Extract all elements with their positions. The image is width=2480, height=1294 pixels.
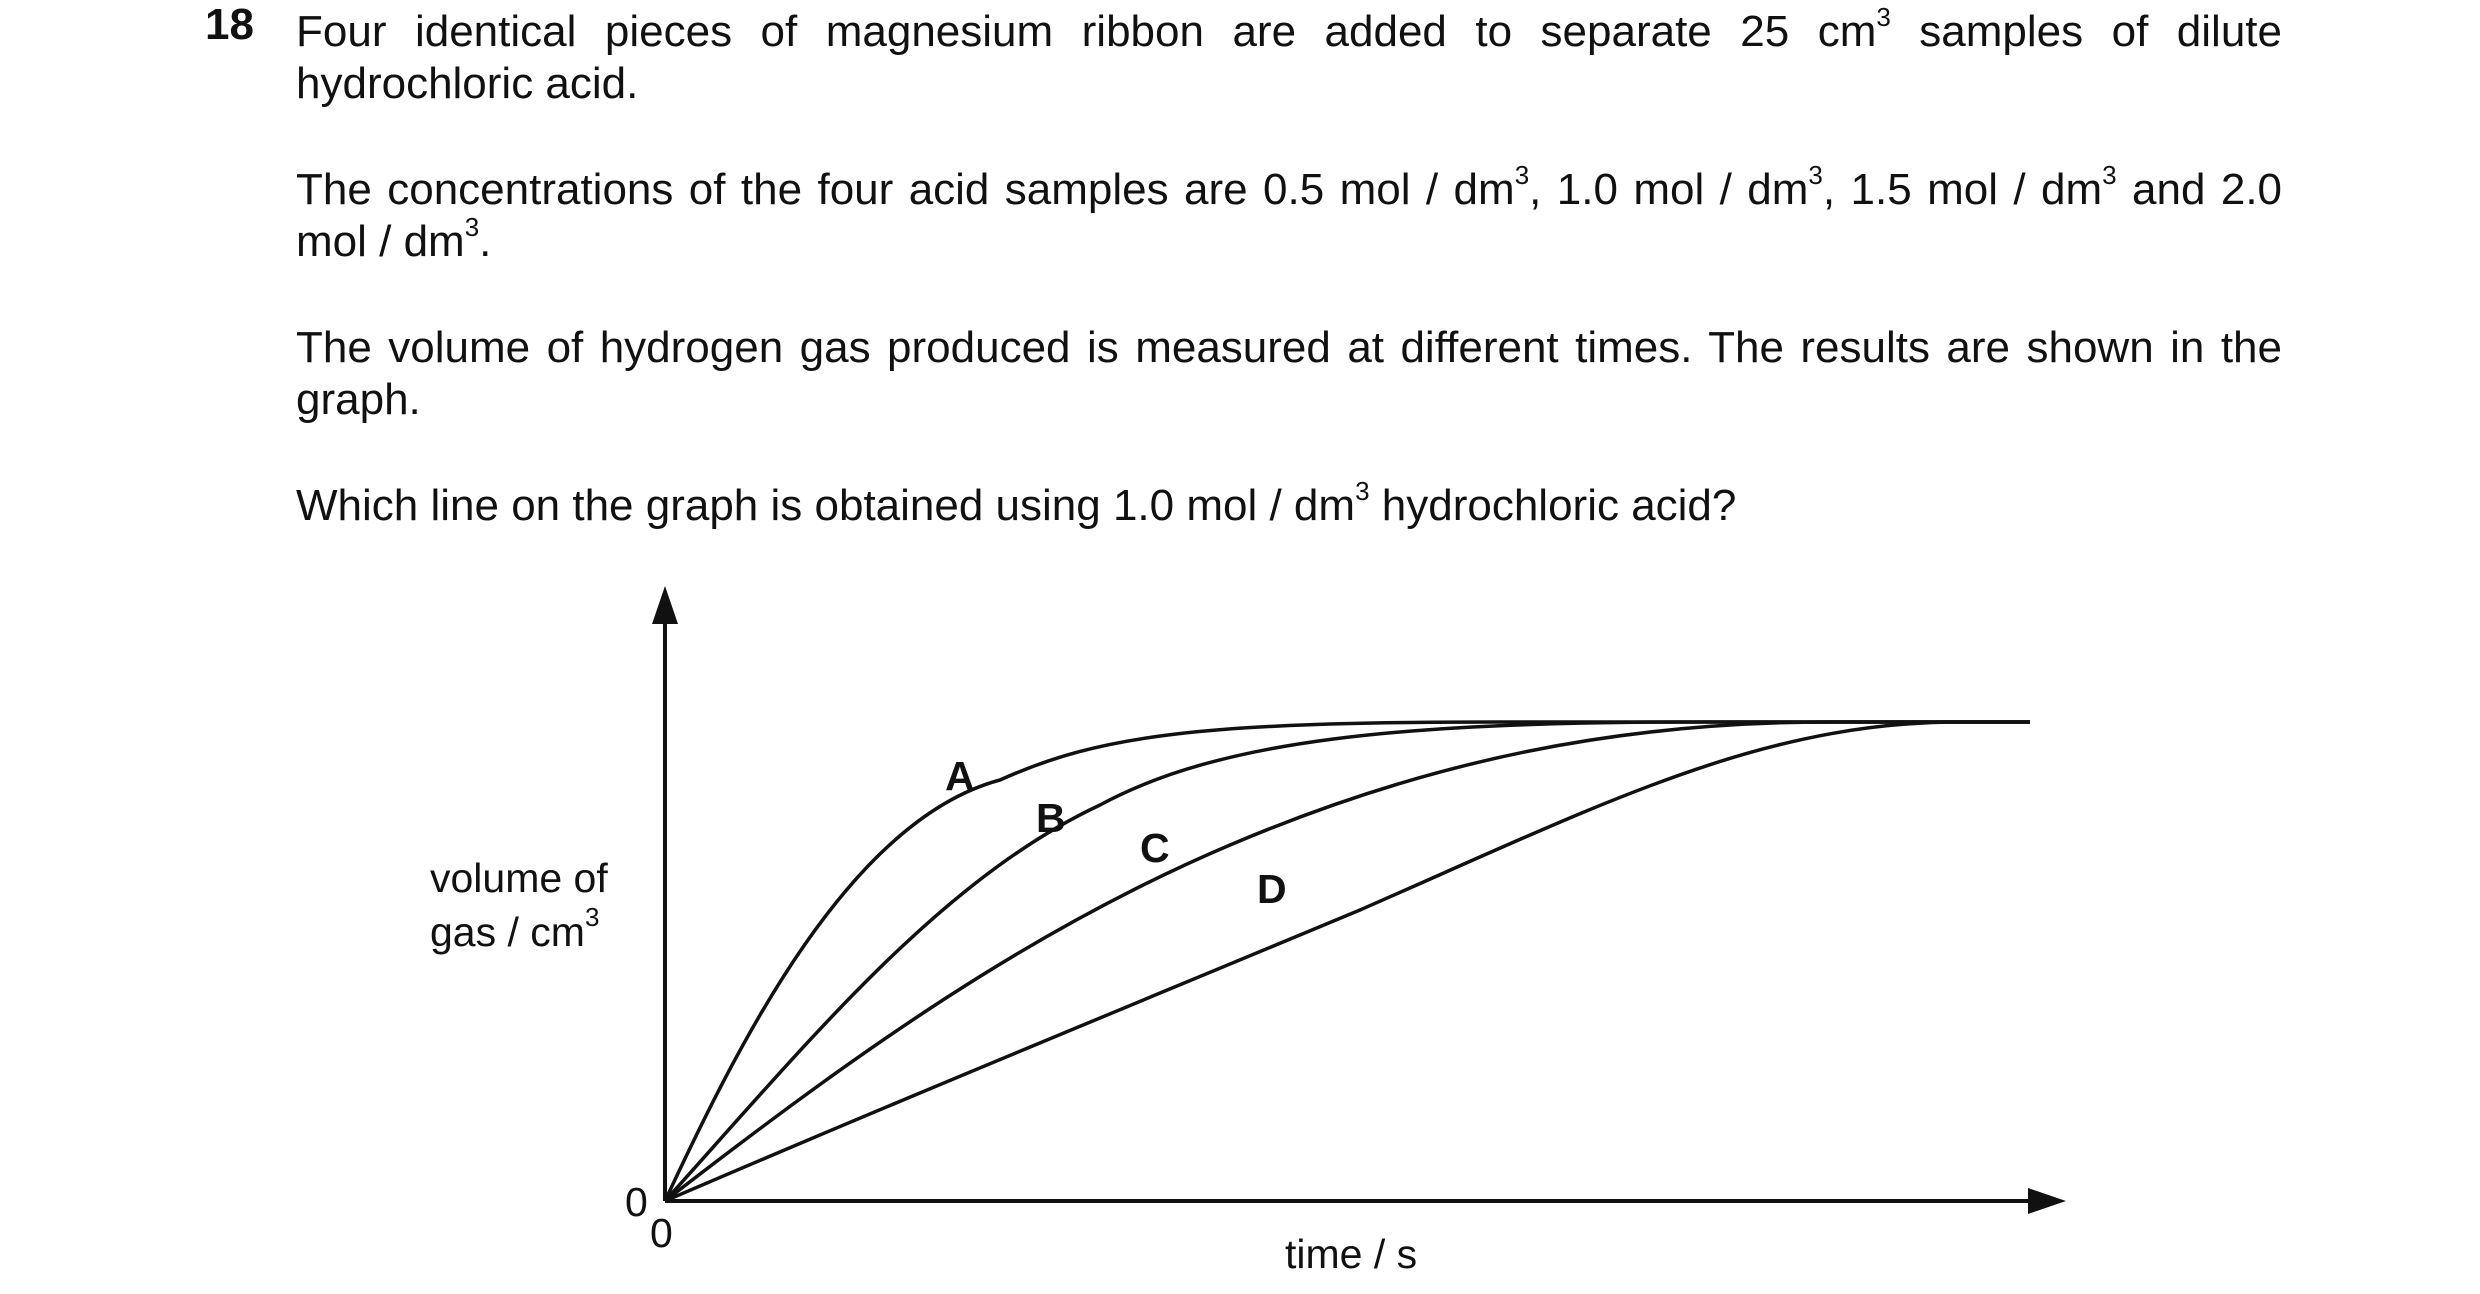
curve-d [665,722,2030,1201]
question-paragraph-1: Four identical pieces of magnesium ribbon are added to separate 25 $cm^3$ samples of dilute hydrochloric acid. [296,2,2282,108]
curve-b [665,722,2030,1201]
y-axis-label-line-2: gas / $cm^3$ [430,902,600,955]
question-paragraph-3: The volume of hydrogen gas produced is measured at different times. The results are shown in the graph. [296,323,2282,424]
x-origin-label: 0 [650,1210,673,1256]
curve-label-b: B [1036,795,1066,841]
curve-label-d: D [1257,866,1287,912]
curve-c [665,722,2030,1201]
curve-a [665,722,2030,1201]
question-paragraph-2: The concentrations of the four acid samples are 0.5 mol / $dm^3$, 1.0 mol / $dm^3$, 1.5 mol / $dm^3$ and 2.0 mol / $dm^3$. [296,160,2283,266]
x-axis-arrowhead [2028,1188,2066,1214]
x-axis-label: time / s [1285,1231,1418,1277]
y-origin-label: 0 [625,1179,648,1225]
y-axis-label-line-1: volume of [430,855,608,901]
y-axis-arrowhead [652,586,678,624]
question-paragraph-4: Which line on the graph is obtained using 1.0 mol / $dm^3$ hydrochloric acid? [296,476,1737,530]
question-number: 18 [205,0,254,49]
curve-label-c: C [1140,825,1170,871]
curve-label-a: A [945,753,975,799]
